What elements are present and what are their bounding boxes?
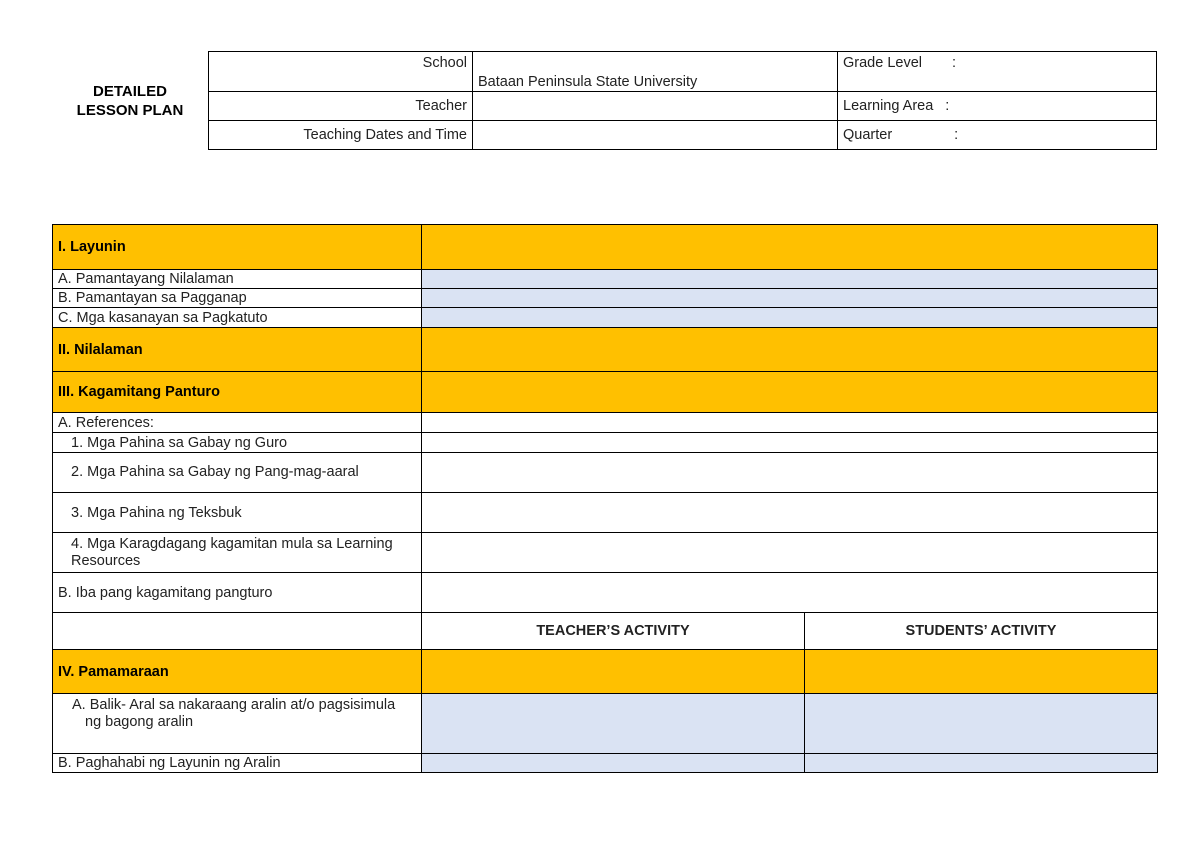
header-info-table <box>208 51 1157 150</box>
row-learning-resources <box>53 533 1158 573</box>
learning-area-colon: : <box>945 98 950 114</box>
section-row-nilalaman <box>53 328 1158 372</box>
nilalaman-content[interactable] <box>422 328 1158 372</box>
row-teksbuk <box>53 493 1158 533</box>
label-balik-aral: A. Balik- Aral sa nakaraang aralin at/o pagsisimula ng bagong aralin <box>53 694 422 754</box>
paghahabi-teacher-input[interactable] <box>422 754 805 773</box>
students-activity-header: STUDENTS’ ACTIVITY <box>805 613 1158 650</box>
input-teksbuk[interactable] <box>422 493 1158 533</box>
teacher-row <box>209 92 1157 121</box>
label-gabay-mag-aaral: 2. Mga Pahina sa Gabay ng Pang-mag-aaral <box>53 453 422 493</box>
activity-header-blank <box>53 613 422 650</box>
title-line-2: LESSON PLAN <box>76 102 184 119</box>
pamamaraan-teacher-cell[interactable] <box>422 650 805 694</box>
input-gabay-mag-aaral[interactable] <box>422 453 1158 493</box>
row-iba-pa <box>53 573 1158 613</box>
grade-level-colon: : <box>952 55 957 71</box>
balik-aral-students-input[interactable] <box>805 694 1158 754</box>
teacher-value[interactable] <box>473 92 838 121</box>
teacher-label: Teacher <box>209 92 473 121</box>
input-pamantayang-nilalaman[interactable] <box>422 270 1158 289</box>
input-kasanayan[interactable] <box>422 308 1158 328</box>
section-layunin: I. Layunin <box>53 225 422 270</box>
label-pamantayang-nilalaman: A. Pamantayang Nilalaman <box>53 270 422 289</box>
balik-aral-teacher-input[interactable] <box>422 694 805 754</box>
label-teksbuk: 3. Mga Pahina ng Teksbuk <box>53 493 422 533</box>
row-paghahabi <box>53 754 1158 773</box>
layunin-content[interactable] <box>422 225 1158 270</box>
learning-area-cell[interactable] <box>838 92 1157 121</box>
label-kasanayan: C. Mga kasanayan sa Pagkatuto <box>53 308 422 328</box>
section-row-kagamitan <box>53 372 1158 413</box>
quarter-cell[interactable] <box>838 121 1157 150</box>
input-references[interactable] <box>422 413 1158 433</box>
label-paghahabi: B. Paghahabi ng Layunin ng Aralin <box>53 754 422 773</box>
teacher-activity-header: TEACHER’S ACTIVITY <box>422 613 805 650</box>
paghahabi-students-input[interactable] <box>805 754 1158 773</box>
section-row-pamamaraan <box>53 650 1158 694</box>
grade-level-cell[interactable] <box>838 52 1157 92</box>
title-line-1: DETAILED <box>93 83 167 100</box>
input-learning-resources[interactable] <box>422 533 1158 573</box>
label-learning-resources: 4. Mga Karagdagang kagamitan mula sa Learning Resources <box>53 533 422 573</box>
label-pamantayan-sa-pagganap: B. Pamantayan sa Pagganap <box>53 289 422 308</box>
row-gabay-mag-aaral <box>53 453 1158 493</box>
school-value[interactable]: Bataan Peninsula State University <box>473 52 838 92</box>
activity-header-row <box>53 613 1158 650</box>
label-references: A. References: <box>53 413 422 433</box>
row-kasanayan <box>53 308 1158 328</box>
section-pamamaraan: IV. Pamamaraan <box>53 650 422 694</box>
row-pamantayang-nilalaman <box>53 270 1158 289</box>
section-kagamitan: III. Kagamitang Panturo <box>53 372 422 413</box>
dates-row <box>209 121 1157 150</box>
dates-label: Teaching Dates and Time <box>209 121 473 150</box>
row-pamantayan-sa-pagganap <box>53 289 1158 308</box>
kagamitan-content[interactable] <box>422 372 1158 413</box>
quarter-colon: : <box>954 127 959 143</box>
quarter-label: Quarter <box>843 127 893 143</box>
input-gabay-guro[interactable] <box>422 433 1158 453</box>
school-row <box>209 52 1157 92</box>
grade-level-label: Grade Level <box>843 55 922 71</box>
lesson-plan-table <box>52 224 1158 773</box>
dates-value[interactable] <box>473 121 838 150</box>
section-nilalaman: II. Nilalaman <box>53 328 422 372</box>
learning-area-label: Learning Area <box>843 98 934 114</box>
label-iba-pa: B. Iba pang kagamitang pangturo <box>53 573 422 613</box>
input-pamantayan-sa-pagganap[interactable] <box>422 289 1158 308</box>
input-iba-pa[interactable] <box>422 573 1158 613</box>
label-gabay-guro: 1. Mga Pahina sa Gabay ng Guro <box>53 433 422 453</box>
section-row-layunin <box>53 225 1158 270</box>
row-references <box>53 413 1158 433</box>
school-label: School <box>209 52 473 92</box>
row-gabay-guro <box>53 433 1158 453</box>
row-balik-aral <box>53 694 1158 754</box>
pamamaraan-students-cell[interactable] <box>805 650 1158 694</box>
document-title <box>60 82 200 120</box>
